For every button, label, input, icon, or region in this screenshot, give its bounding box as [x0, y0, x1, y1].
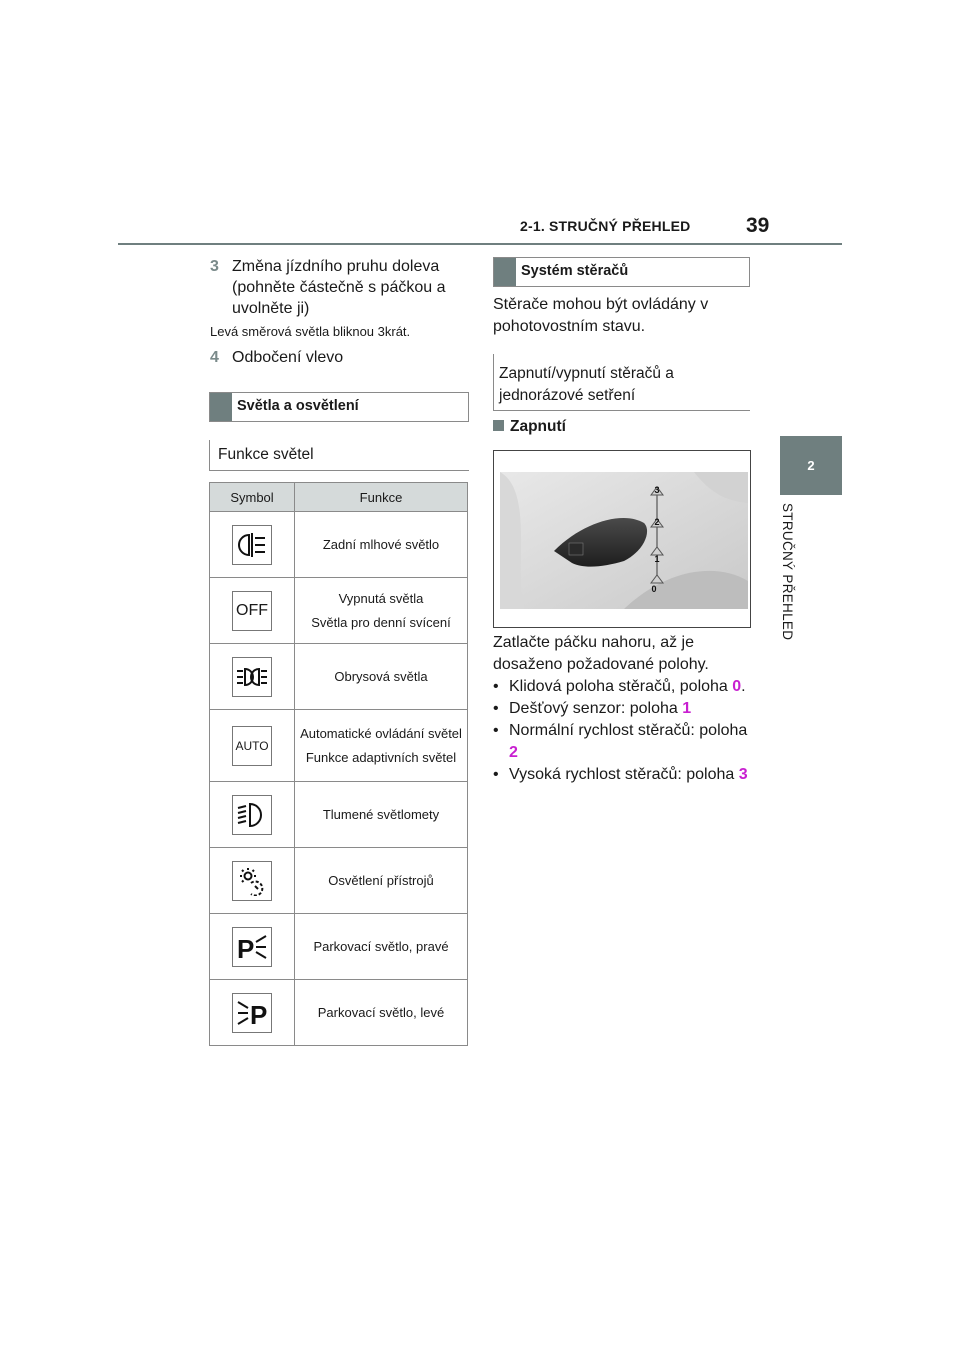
subsection-light-functions	[209, 440, 469, 471]
subsection-title: Funkce světel	[218, 446, 314, 463]
list-item: • Klidová poloha stěračů, poloha 0.	[493, 678, 746, 695]
list-item: • Vysoká rychlost stěračů: poloha 3	[493, 766, 748, 783]
square-bullet-icon	[493, 420, 504, 431]
figure-label-0: 0	[651, 584, 657, 594]
table-header-function: Funkce	[295, 483, 468, 512]
figure-label-3: 3	[654, 485, 660, 495]
instrument-lighting-icon	[232, 861, 272, 901]
section-header-lights: Světla a osvětlení	[209, 392, 469, 422]
table-row: Osvětlení přístrojů	[210, 848, 468, 914]
step-note: Levá směrová světla bliknou 3krát.	[210, 324, 411, 339]
section-header-wipers: Systém stěračů	[493, 257, 750, 287]
wiper-positions-list	[493, 676, 755, 786]
step-3	[210, 256, 470, 320]
wipers-intro: Stěrače mohou být ovládány v pohotovostním stavu.	[493, 296, 709, 335]
svg-text:P: P	[250, 999, 268, 1028]
table-header-symbol: Symbol	[210, 483, 295, 512]
side-marker-lights-icon	[232, 657, 272, 697]
chapter-side-label: STRUČNÝ PŘEHLED	[780, 503, 795, 641]
table-row: OFF Vypnutá světla Světla pro denní svícení	[210, 578, 468, 644]
auto-icon: AUTO	[232, 726, 272, 766]
low-beam-icon	[232, 795, 272, 835]
chapter-tab: 2	[780, 436, 842, 495]
figure-label-2: 2	[654, 517, 660, 527]
light-functions-table	[209, 482, 468, 1046]
svg-text:P: P	[237, 933, 255, 962]
step-text: Změna jízdního pruhu doleva (pohněte částečně s páčkou a uvolněte ji)	[232, 258, 446, 317]
off-icon: OFF	[232, 591, 272, 631]
rear-fog-light-icon	[232, 525, 272, 565]
section-title: 2-1. STRUČNÝ PŘEHLED	[520, 218, 691, 234]
table-row: Tlumené světlomety	[210, 782, 468, 848]
wiper-instruction: Zatlačte páčku nahoru, až je dosaženo požadované polohy.	[493, 634, 709, 673]
table-row: AUTO Automatické ovládání světel Funkce adaptivních světel	[210, 710, 468, 782]
table-row: P Parkovací světlo, pravé	[210, 914, 468, 980]
parking-light-left-icon	[232, 993, 272, 1033]
figure-label-1: 1	[654, 554, 660, 564]
header-divider	[118, 243, 842, 245]
subheading-zapnuti: Zapnutí	[493, 418, 566, 436]
step-number: 4	[210, 349, 219, 366]
table-row: P Parkovací světlo, levé	[210, 980, 468, 1046]
wiper-lever-figure	[493, 450, 751, 628]
table-row: Obrysová světla	[210, 644, 468, 710]
page-number: 39	[746, 214, 770, 237]
list-item: • Dešťový senzor: poloha 1	[493, 700, 692, 717]
step-text: Odbočení vlevo	[232, 349, 344, 366]
table-row: Zadní mlhové světlo	[210, 512, 468, 578]
list-item: • Normální rychlost stěračů: poloha 2	[493, 722, 748, 761]
subsection-title: Zapnutí/vypnutí stěračů a jednorázové setření	[499, 365, 674, 404]
step-number: 3	[210, 258, 219, 275]
step-4	[210, 347, 470, 369]
subsection-wiper-operation	[493, 354, 750, 411]
parking-light-right-icon	[232, 927, 272, 967]
